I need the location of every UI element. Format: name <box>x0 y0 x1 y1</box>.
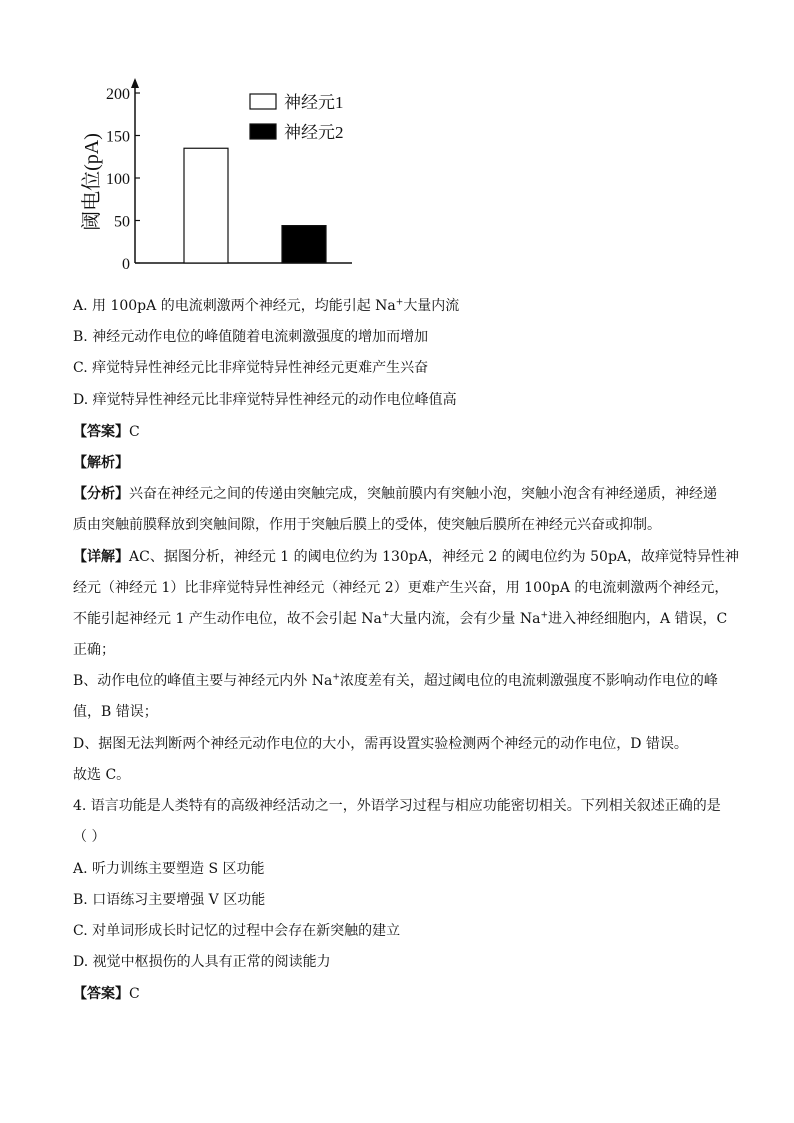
analysis-header: 【解析】 <box>73 455 129 471</box>
option-b: B. 神经元动作电位的峰值随着电流刺激强度的增加而增加 <box>73 329 429 345</box>
q4-option-c: C. 对单词形成长时记忆的过程中会存在新突触的建立 <box>73 923 401 939</box>
superscript: + <box>332 672 340 683</box>
legend-label: 神经元1 <box>284 93 344 112</box>
answer-label: 【答案】 <box>73 986 129 1002</box>
answer-q3 <box>73 422 733 442</box>
superscript: + <box>395 297 404 308</box>
xiangjie-text-3c: 进入神经细胞内，A 错误，C <box>548 611 728 627</box>
xiangjie-text-3a: 不能引起神经元 1 产生动作电位，故不会引起 Na <box>73 611 382 627</box>
xiangjie-line-7: D、据图无法判断两个神经元动作电位的大小，需再设置实验检测两个神经元的动作电位，D 错误。 <box>73 736 688 752</box>
fenxi-line-2: 质由突触前膜释放到突触间隙，作用于突触后膜上的受体，使突触后膜所在神经元兴奋或抑制。 <box>73 517 661 533</box>
xiangjie-line-3 <box>73 609 733 629</box>
xiangjie-text-3b: 大量内流，会有少量 Na <box>389 611 541 627</box>
xiangjie-text-1: AC、据图分析，神经元 1 的阈电位约为 130pA，神经元 2 的阈电位约为 50pA，故痒觉特异性神 <box>129 549 740 565</box>
answer-value: C <box>129 986 140 1002</box>
answer-q4 <box>73 984 733 1004</box>
bar-1 <box>184 148 228 263</box>
xiangjie-line-5 <box>73 671 733 691</box>
y-tick-label: 100 <box>106 171 130 188</box>
xiangjie-text-5a: B、动作电位的峰值主要与神经元内外 Na <box>73 673 333 689</box>
y-tick-label: 150 <box>106 128 130 146</box>
option-a-tail: 大量内流 <box>403 298 460 314</box>
fenxi-label: 【分析】 <box>73 486 129 502</box>
option-d: D. 痒觉特异性神经元比非痒觉特异性神经元的动作电位峰值高 <box>73 392 457 408</box>
answer-label: 【答案】 <box>73 424 129 440</box>
answer-value: C <box>129 424 140 440</box>
question-4-stem: 4. 语言功能是人类特有的高级神经活动之一，外语学习过程与相应功能密切相关。下列相关叙述正确的是 <box>73 798 721 814</box>
xiangjie-line-8: 故选 C。 <box>73 767 131 783</box>
superscript: + <box>381 610 390 621</box>
superscript: + <box>540 610 548 621</box>
xiangjie-line-4: 正确； <box>73 642 115 658</box>
legend-swatch <box>250 124 276 139</box>
xiangjie-line-6: 值，B 错误； <box>73 704 158 720</box>
xiangjie-text-5b: 浓度差有关，超过阈电位的电流刺激强度不影响动作电位的峰 <box>339 673 718 689</box>
q4-option-a: A. 听力训练主要塑造 S 区功能 <box>73 861 265 877</box>
question-4-blank: （ ） <box>73 829 106 845</box>
q4-option-b: B. 口语练习主要增强 V 区功能 <box>73 892 266 908</box>
threshold-bar-chart <box>70 70 370 275</box>
xiangjie-line-2: 经元（神经元 1）比非痒觉特异性神经元（神经元 2）更难产生兴奋，用 100pA 的电流刺激两个神经元， <box>73 580 729 596</box>
y-tick-label: 50 <box>114 213 130 231</box>
y-tick-label: 0 <box>122 256 130 273</box>
option-a-text: A. 用 100pA 的电流刺激两个神经元，均能引起 Na <box>73 298 396 314</box>
y-tick-label: 200 <box>106 86 130 103</box>
option-a <box>73 296 733 316</box>
xiangjie-label: 【详解】 <box>73 549 129 565</box>
xiangjie-line-1 <box>73 547 740 567</box>
q4-option-d: D. 视觉中枢损伤的人具有正常的阅读能力 <box>73 954 331 970</box>
option-c: C. 痒觉特异性神经元比非痒觉特异性神经元更难产生兴奋 <box>73 360 429 376</box>
legend-label: 神经元2 <box>284 123 344 142</box>
y-axis-label: 阈电位(pA) <box>81 133 103 231</box>
y-axis-arrow <box>131 78 139 88</box>
legend-swatch <box>250 94 276 109</box>
fenxi-text-1: 兴奋在神经元之间的传递由突触完成，突触前膜内有突触小泡，突触小泡含有神经递质，神经递 <box>129 486 717 502</box>
bar-2 <box>282 226 326 263</box>
fenxi-line-1 <box>73 484 733 504</box>
